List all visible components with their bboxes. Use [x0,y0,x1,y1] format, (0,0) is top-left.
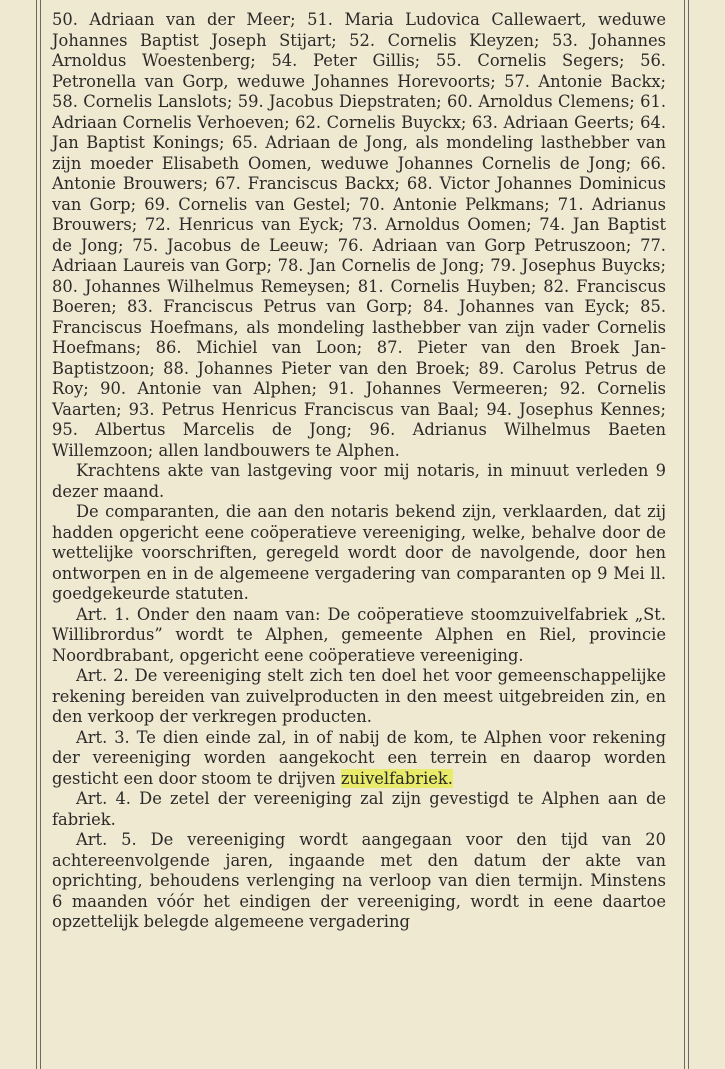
highlighted-term: zuivelfabriek. [340,768,453,788]
paragraph-art-1: Art. 1. Onder den naam van: De coöperatieve stoomzuivelfabriek „St. Willibrordus” wordt te Alphen, gemeente Alphen en Riel, provincie Noordbrabant, opgericht eene coöperatieve vereeniging. [52,604,666,665]
paragraph-comparanten: De comparanten, die aan den notaris bekend zijn, verklaarden, dat zij hadden opgericht eene coöperatieve vereeniging, welke, behalve door de wettelijke voorschriften, geregeld wordt door de navolgende, door hen ontworpen en in de algemeene vergadering van comparanten op 9 Mei ll. goedgekeurde statuten. [52,502,666,603]
paragraph-krachtens: Krachtens akte van lastgeving voor mij notaris, in minuut verleden 9 dezer maand. [52,461,666,501]
paragraph-art-4: Art. 4. De zetel der vereeniging zal zijn gevestigd te Alphen aan de fabriek. [52,789,666,829]
left-margin-rule [36,0,37,1069]
paragraph-art-5: Art. 5. De vereeniging wordt aangegaan voor den tijd van 20 achtereenvolgende jaren, ingaande met den datum der akte van oprichting, behoudens verlenging na verloop van dien termijn. Minstens 6 maanden vóór het eindigen der vereeniging, wordt in eene daartoe opzettelijk belegde algemeene vergadering [52,830,666,931]
document-text [52,10,666,933]
left-margin-rule-inner [40,0,41,1069]
paragraph-art-3 [52,728,666,790]
art-3-text: Art. 3. Te dien einde zal, in of nabij de kom, te Alphen voor rekening der vereeniging worden aangekocht een terrein en daarop worden gesticht een door stoom te drijven [52,727,666,788]
right-margin-rule-inner [684,0,685,1069]
paragraph-names-list: 50. Adriaan van der Meer; 51. Maria Ludovica Callewaert, weduwe Johannes Baptist Joseph Stijart; 52. Cornelis Kleyzen; 53. Johannes Arnoldus Woestenberg; 54. Peter Gillis; 55. Cornelis Segers; 56. Petronella van Gorp, weduwe Johannes Horevoorts; 57. Antonie Backx; 58. Cornelis Lanslots; 59. Jacobus Diepstraten; 60. Arnoldus Clemens; 61. Adriaan Cornelis Verhoeven; 62. Cornelis Buyckx; 63. Adriaan Geerts; 64. Jan Baptist Konings; 65. Adriaan de Jong, als mondeling lasthebber van zijn moeder Elisabeth Oomen, weduwe Johannes Cornelis de Jong; 66. Antonie Brouwers; 67. Franciscus Backx; 68. Victor Johannes Dominicus van Gorp; 69. Cornelis van Gestel; 70. Antonie Pelkmans; 71. Adrianus Brouwers; 72. Henricus van Eyck; 73. Arnoldus Oomen; 74. Jan Baptist de Jong; 75. Jacobus de Leeuw; 76. Adriaan van Gorp Petruszoon; 77. Adriaan Laureis van Gorp; 78. Jan Cornelis de Jong; 79. Josephus Buycks; 80. Johannes Wilhelmus Remeysen; 81. Cornelis Huyben; 82. Franciscus Boeren; 83. Franciscus Petrus van Gorp; 84. Johannes van Eyck; 85. Franciscus Hoefmans, als mondeling lasthebber van zijn vader Cornelis Hoefmans; 86. Michiel van Loon; 87. Pieter van den Broek Jan-Baptistzoon; 88. Johannes Pieter van den Broek; 89. Carolus Petrus de Roy; 90. Antonie van Alphen; 91. Johannes Vermeeren; 92. Cornelis Vaarten; 93. Petrus Henricus Franciscus van Baal; 94. Josephus Kennes; 95. Albertus Marcelis de Jong; 96. Adrianus Wilhelmus Baeten Willemzoon; allen landbouwers te Alphen. [52,10,666,460]
paragraph-art-2: Art. 2. De vereeniging stelt zich ten doel het voor gemeenschappelijke rekening bereiden van zuivelproducten in den meest uitgebreiden zin, en den verkoop der verkregen producten. [52,666,666,726]
right-margin-rule [688,0,689,1069]
